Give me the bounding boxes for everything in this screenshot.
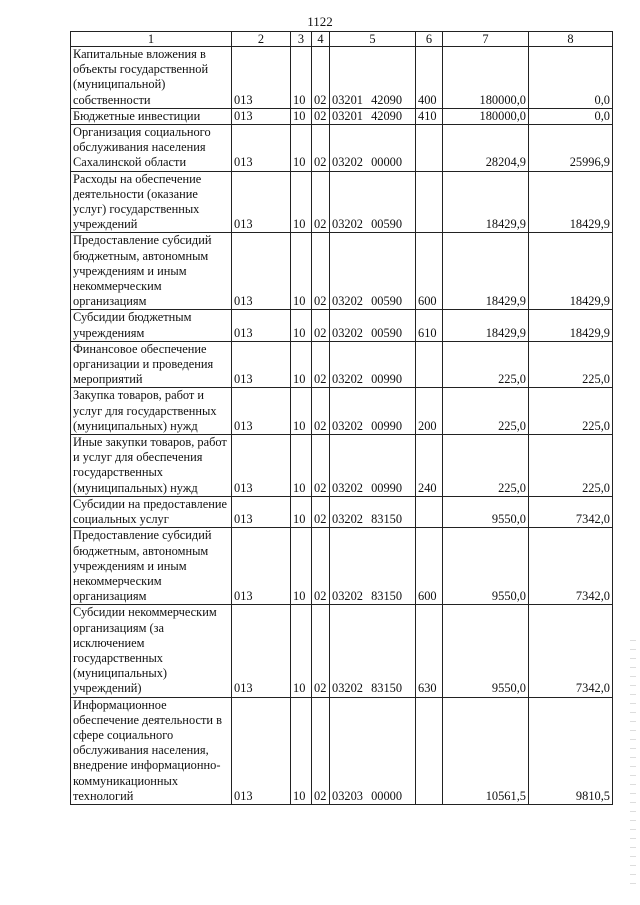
grbs-code: 013 — [232, 697, 291, 804]
subsection-code: 02 — [312, 233, 330, 310]
subsection-code: 02 — [312, 496, 330, 527]
grbs-code: 013 — [232, 605, 291, 697]
section-code: 10 — [291, 388, 312, 435]
row-name: Информационное обеспечение деятельности в сфере социального обслуживания населения, внедрение информационно-коммуникационных технологий — [71, 697, 232, 804]
expense-type-code: 600 — [416, 528, 443, 605]
table-row — [71, 171, 613, 233]
amount-col7: 225,0 — [443, 388, 529, 435]
section-code: 10 — [291, 310, 312, 341]
section-code: 10 — [291, 233, 312, 310]
subsection-code: 02 — [312, 435, 330, 497]
amount-col7: 225,0 — [443, 341, 529, 388]
target-article-code: 03201 42090 — [330, 47, 416, 109]
target-article-code: 03202 00990 — [330, 388, 416, 435]
section-code: 10 — [291, 697, 312, 804]
grbs-code: 013 — [232, 108, 291, 124]
grbs-code: 013 — [232, 47, 291, 109]
grbs-code: 013 — [232, 341, 291, 388]
amount-col8: 9810,5 — [529, 697, 613, 804]
expense-type-code: 400 — [416, 47, 443, 109]
section-code: 10 — [291, 528, 312, 605]
amount-col7: 10561,5 — [443, 697, 529, 804]
section-code: 10 — [291, 171, 312, 233]
subsection-code: 02 — [312, 388, 330, 435]
section-code: 10 — [291, 108, 312, 124]
grbs-code: 013 — [232, 435, 291, 497]
expense-type-code — [416, 496, 443, 527]
header-row — [71, 32, 613, 47]
row-name: Субсидии на предоставление социальных услуг — [71, 496, 232, 527]
column-header: 7 — [443, 32, 529, 47]
subsection-code: 02 — [312, 47, 330, 109]
budget-table — [70, 31, 613, 805]
section-code: 10 — [291, 605, 312, 697]
row-name: Субсидии бюджетным учреждениям — [71, 310, 232, 341]
column-header: 3 — [291, 32, 312, 47]
amount-col7: 9550,0 — [443, 605, 529, 697]
amount-col7: 18429,9 — [443, 233, 529, 310]
amount-col8: 18429,9 — [529, 310, 613, 341]
target-article-code: 03202 83150 — [330, 496, 416, 527]
table-row — [71, 108, 613, 124]
amount-col8: 7342,0 — [529, 528, 613, 605]
amount-col7: 180000,0 — [443, 108, 529, 124]
column-header: 4 — [312, 32, 330, 47]
grbs-code: 013 — [232, 388, 291, 435]
table-row — [71, 605, 613, 697]
target-article-code: 03202 00990 — [330, 341, 416, 388]
grbs-code: 013 — [232, 528, 291, 605]
subsection-code: 02 — [312, 605, 330, 697]
expense-type-code — [416, 697, 443, 804]
grbs-code: 013 — [232, 496, 291, 527]
subsection-code: 02 — [312, 310, 330, 341]
column-header: 2 — [232, 32, 291, 47]
table-row — [71, 388, 613, 435]
amount-col7: 18429,9 — [443, 171, 529, 233]
section-code: 10 — [291, 125, 312, 172]
subsection-code: 02 — [312, 341, 330, 388]
subsection-code: 02 — [312, 108, 330, 124]
row-name: Капитальные вложения в объекты государственной (муниципальной) собственности — [71, 47, 232, 109]
subsection-code: 02 — [312, 697, 330, 804]
amount-col7: 9550,0 — [443, 528, 529, 605]
row-name: Предоставление субсидий бюджетным, автономным учреждениям и иным некоммерческим организациям — [71, 233, 232, 310]
row-name: Организация социального обслуживания населения Сахалинской области — [71, 125, 232, 172]
subsection-code: 02 — [312, 125, 330, 172]
target-article-code: 03202 00990 — [330, 435, 416, 497]
table-row — [71, 697, 613, 804]
amount-col8: 18429,9 — [529, 233, 613, 310]
expense-type-code: 610 — [416, 310, 443, 341]
section-code: 10 — [291, 496, 312, 527]
table-row — [71, 310, 613, 341]
target-article-code: 03202 83150 — [330, 605, 416, 697]
target-article-code: 03202 00000 — [330, 125, 416, 172]
page-number: 1122 — [307, 14, 333, 29]
amount-col7: 225,0 — [443, 435, 529, 497]
table-row — [71, 341, 613, 388]
target-article-code: 03202 00590 — [330, 171, 416, 233]
grbs-code: 013 — [232, 310, 291, 341]
table-row — [71, 125, 613, 172]
expense-type-code: 200 — [416, 388, 443, 435]
expense-type-code — [416, 341, 443, 388]
subsection-code: 02 — [312, 528, 330, 605]
amount-col7: 18429,9 — [443, 310, 529, 341]
amount-col8: 225,0 — [529, 341, 613, 388]
row-name: Расходы на обеспечение деятельности (оказание услуг) государственных учреждений — [71, 171, 232, 233]
expense-type-code: 410 — [416, 108, 443, 124]
column-header: 1 — [71, 32, 232, 47]
target-article-code: 03202 00590 — [330, 310, 416, 341]
table-row — [71, 435, 613, 497]
target-article-code: 03202 00590 — [330, 233, 416, 310]
subsection-code: 02 — [312, 171, 330, 233]
amount-col8: 25996,9 — [529, 125, 613, 172]
row-name: Закупка товаров, работ и услуг для государственных (муниципальных) нужд — [71, 388, 232, 435]
target-article-code: 03201 42090 — [330, 108, 416, 124]
target-article-code: 03202 83150 — [330, 528, 416, 605]
amount-col8: 0,0 — [529, 47, 613, 109]
table-row — [71, 233, 613, 310]
table-row — [71, 47, 613, 109]
expense-type-code — [416, 171, 443, 233]
column-header: 5 — [330, 32, 416, 47]
section-code: 10 — [291, 47, 312, 109]
grbs-code: 013 — [232, 125, 291, 172]
row-name: Предоставление субсидий бюджетным, автономным учреждениям и иным некоммерческим организациям — [71, 528, 232, 605]
amount-col7: 28204,9 — [443, 125, 529, 172]
amount-col8: 7342,0 — [529, 605, 613, 697]
column-header: 8 — [529, 32, 613, 47]
column-header: 6 — [416, 32, 443, 47]
scan-margin-artifact — [630, 640, 636, 890]
row-name: Бюджетные инвестиции — [71, 108, 232, 124]
grbs-code: 013 — [232, 233, 291, 310]
expense-type-code: 240 — [416, 435, 443, 497]
amount-col8: 7342,0 — [529, 496, 613, 527]
amount-col7: 9550,0 — [443, 496, 529, 527]
row-name: Субсидии некоммерческим организациям (за исключением государственных (муниципальных) учреждений) — [71, 605, 232, 697]
table-row — [71, 496, 613, 527]
grbs-code: 013 — [232, 171, 291, 233]
section-code: 10 — [291, 341, 312, 388]
expense-type-code — [416, 125, 443, 172]
amount-col8: 18429,9 — [529, 171, 613, 233]
row-name: Финансовое обеспечение организации и проведения мероприятий — [71, 341, 232, 388]
section-code: 10 — [291, 435, 312, 497]
amount-col8: 225,0 — [529, 388, 613, 435]
amount-col7: 180000,0 — [443, 47, 529, 109]
target-article-code: 03203 00000 — [330, 697, 416, 804]
expense-type-code: 630 — [416, 605, 443, 697]
table-row — [71, 528, 613, 605]
row-name: Иные закупки товаров, работ и услуг для обеспечения государственных (муниципальных) нужд — [71, 435, 232, 497]
expense-type-code: 600 — [416, 233, 443, 310]
amount-col8: 225,0 — [529, 435, 613, 497]
amount-col8: 0,0 — [529, 108, 613, 124]
